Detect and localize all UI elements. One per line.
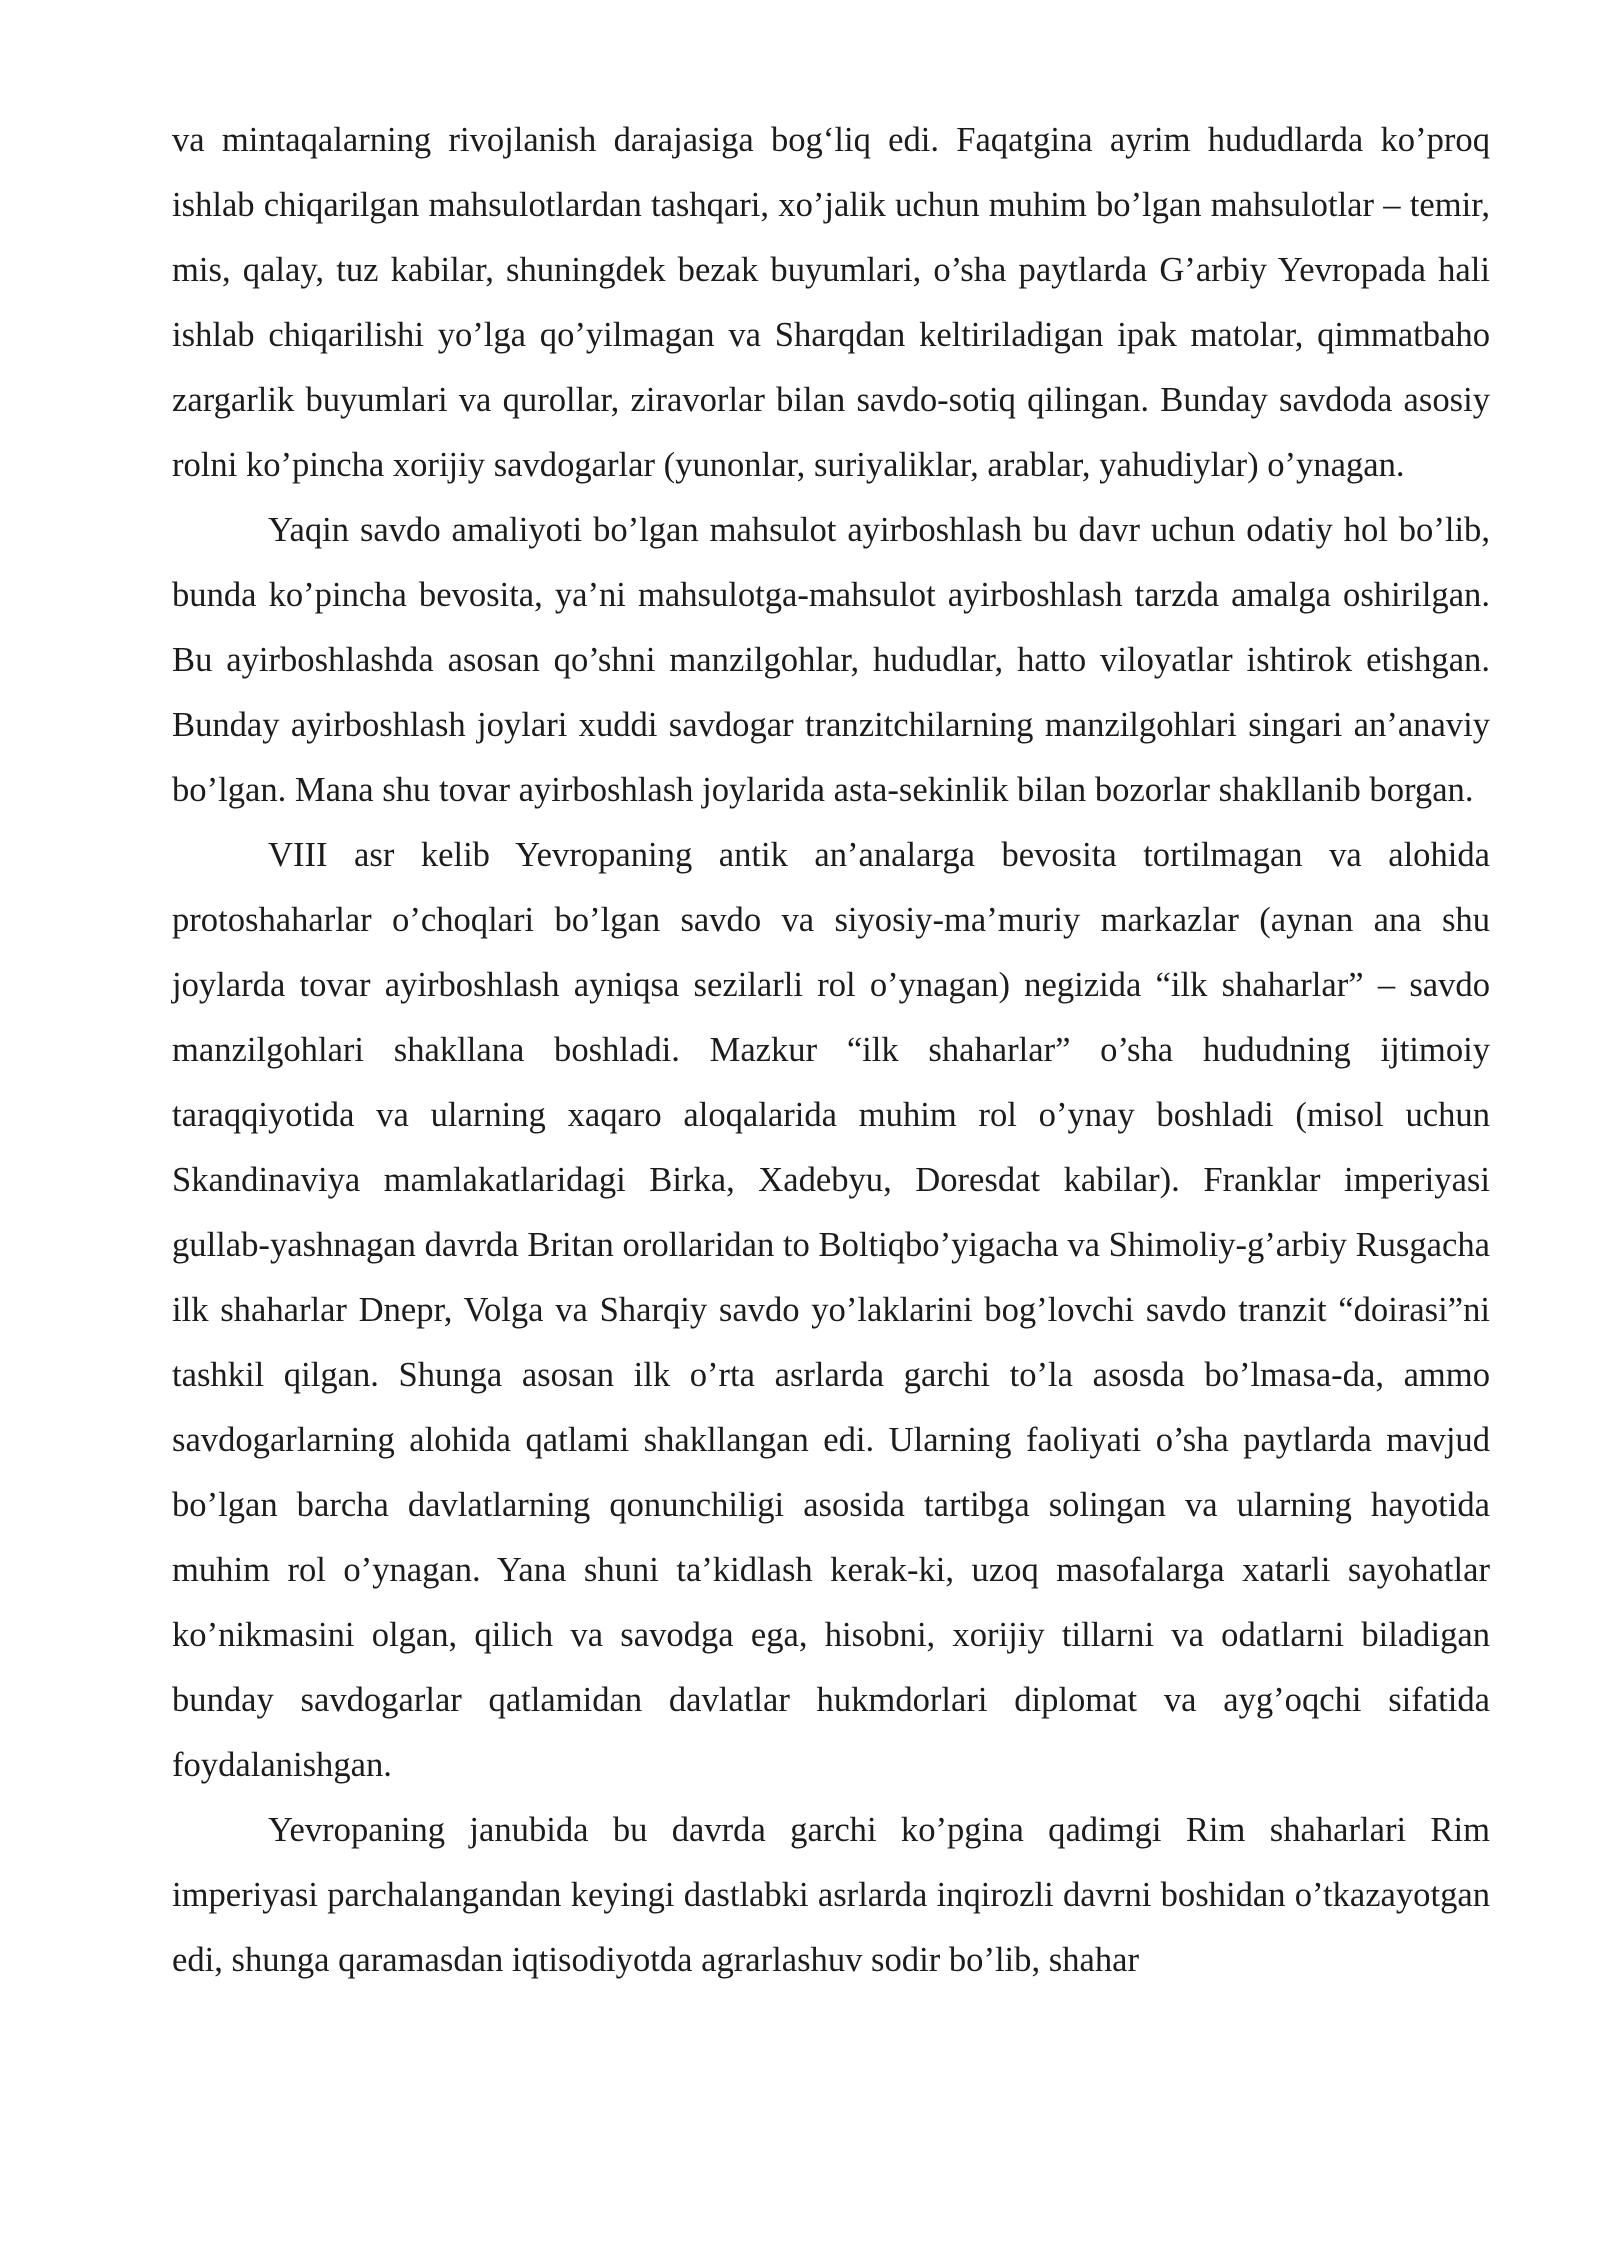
paragraph-1: va mintaqalarning rivojlanish darajasiga bog‘liq edi. Faqatgina ayrim hududlarda ko’proq ishlab chiqarilgan mahsulotlardan tashqari, xo’jalik uchun muhim bo’lgan mahsulotlar – temir, mis, qalay, tuz kabilar, shuningdek bezak buyumlari, o’sha paytlarda G’arbiy Yevropada hali ishlab chiqarilishi yo’lga qo’yilmagan va Sharqdan keltiriladigan ipak matolar, qimmatbaho zargarlik buyumlari va qurollar, ziravorlar bilan savdo-sotiq qilingan. Bunday savdoda asosiy rolni ko’pincha xorijiy savdogarlar (yunonlar, suriyaliklar, arablar, yahudiylar) o’ynagan.	[172, 121, 1490, 484]
paragraph-2: Yaqin savdo amaliyoti bo’lgan mahsulot ayirboshlash bu davr uchun odatiy hol bo’lib, bunda ko’pincha bevosita, ya’ni mahsulotga-mahsulot ayirboshlash tarzda amalga oshirilgan. Bu ayirboshlashda asosan qo’shni manzilgohlar, hududlar, hatto viloyatlar ishtirok etishgan. Bunday ayirboshlash joylari xuddi savdogar tranzitchilarning manzilgohlari singari an’anaviy bo’lgan. Mana shu tovar ayirboshlash joylarida asta-sekinlik bilan bozorlar shakllanib borgan.	[172, 511, 1490, 809]
paragraph-4: Yevropaning janubida bu davrda garchi ko’pgina qadimgi Rim shaharlari Rim imperiyasi parchalangandan keyingi dastlabki asrlarda inqirozli davrni boshidan o’tkazayotgan edi, shunga qaramasdan iqtisodiyotda agrarlashuv sodir bo’lib, shahar	[172, 1811, 1490, 1979]
body-text	[172, 108, 1490, 1993]
paragraph-3: VIII asr kelib Yevropaning antik an’analarga bevosita tortilmagan va alohida protoshaharlar o’choqlari bo’lgan savdo va siyosiy-ma’muriy markazlar (aynan ana shu joylarda tovar ayirboshlash ayniqsa sezilarli rol o’ynagan) negizida “ilk shaharlar” – savdo manzilgohlari shakllana boshladi. Mazkur “ilk shaharlar” o’sha hududning ijtimoiy taraqqiyotida va ularning xaqaro aloqalarida muhim rol o’ynay boshladi (misol uchun Skandinaviya mamlakatlaridagi Birka, Xadebyu, Doresdat kabilar). Franklar imperiyasi gullab-yashnagan davrda Britan orollaridan to Boltiqbo’yigacha va Shimoliy-g’arbiy Rusgacha ilk shaharlar Dnepr, Volga va Sharqiy savdo yo’laklarini bog’lovchi savdo tranzit “doirasi”ni tashkil qilgan. Shunga asosan ilk o’rta asrlarda garchi to’la asosda bo’lmasa-da, ammo savdogarlarning alohida qatlami shakllangan edi. Ularning faoliyati o’sha paytlarda mavjud bo’lgan barcha davlatlarning qonunchiligi asosida tartibga solingan va ularning hayotida muhim rol o’ynagan. Yana shuni ta’kidlash kerak-ki, uzoq masofalarga xatarli sayohatlar ko’nikmasini olgan, qilich va savodga ega, hisobni, xorijiy tillarni va odatlarni biladigan bunday savdogarlar qatlamidan davlatlar hukmdorlari diplomat va ayg’oqchi sifatida foydalanishgan.	[172, 836, 1490, 1784]
